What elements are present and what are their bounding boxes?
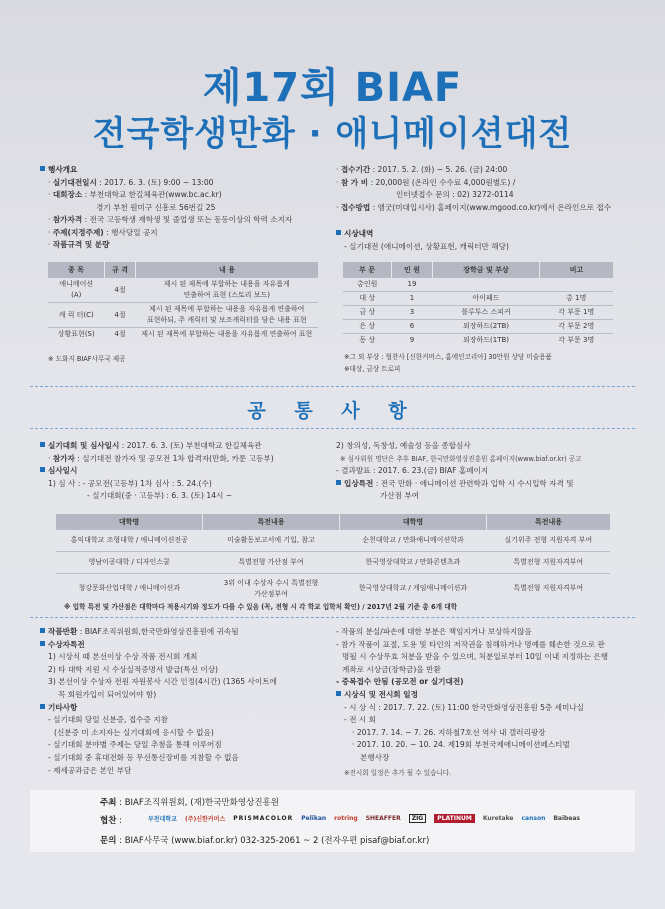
exhibition-line: · 2017. 10. 20. ~ 10. 24. 제19회 부천국제애니메이션페스티벌: [352, 740, 570, 750]
table-cell: 금 상: [343, 306, 392, 320]
winner-benefits-heading: 수상자특전: [40, 639, 277, 652]
table-header: 특전내용: [203, 514, 340, 530]
ceremony-heading: 시상식 및 전시회 일정: [336, 689, 608, 702]
sponsor-logos: [148, 814, 580, 823]
table-row: [48, 303, 318, 328]
sponsor-logo: canson: [521, 815, 546, 822]
overview-spec-heading: · 작품규격 및 분량: [48, 240, 110, 249]
overview-heading: 행사개요: [40, 164, 292, 177]
table-cell: 영남이공대학 / 디자인스쿨: [56, 552, 203, 574]
misc-right: [336, 626, 608, 779]
benefit-line: 입상특전 : 전국 만화 · 애니메이션 관련학과 입학 시 수시입학 자격 및: [336, 478, 582, 491]
judging-participants: · 참가자 : 실기대전 참가자 및 공모전 1차 합격자(만화, 카툰 고등부): [48, 453, 274, 463]
table-cell: 4절: [105, 303, 136, 328]
other-item-1: - 실기대회 당일 신분증, 접수증 지참: [48, 715, 168, 725]
table-cell: 홍익대학교 조형대학 / 애니메이션전공: [56, 530, 203, 552]
awards-desc: - 실기대전 (애니메이션, 상황표현, 캐릭터만 해당): [344, 241, 509, 251]
prize-note-1: ※그 외 부상 : 협찬사 [신한커머스, 홈에인코리아] 30만원 상당 미술용품: [344, 353, 552, 361]
square-bullet-icon: [336, 691, 341, 696]
table-cell: 총 1명: [540, 292, 614, 306]
judging-info: [40, 440, 274, 503]
table-header: 특전내용: [487, 514, 611, 530]
prize-table: [343, 262, 613, 347]
square-bullet-icon: [336, 230, 341, 235]
table-cell: 3: [392, 306, 433, 320]
table-row: [56, 514, 610, 530]
table-cell: 제시 된 제목에 부합하는 내용을 자유롭게 연출하여 표현: [136, 328, 319, 342]
table-cell: 제시 된 제목에 부합하는 내용을 자유롭게 연출하여 표현하되, 주 캐릭터 및 보조캐릭터를 담은 내용 표현: [136, 303, 319, 328]
table-cell: 실기위주 전형 지원자격 부여: [487, 530, 611, 552]
table-cell: 외장하드(1TB): [433, 334, 540, 348]
exhibition-line: · 2017. 7. 14. ~ 7. 26. 지하철7호선 역사 내 갤러리광장: [352, 727, 546, 737]
exhibition-note: ※전시회 일정은 추가 될 수 있습니다.: [344, 768, 452, 777]
square-bullet-icon: [40, 628, 45, 633]
table-cell: 1: [392, 292, 433, 306]
table-cell: 각 부문 3명: [540, 334, 614, 348]
sponsor-logo: PLATINUM: [434, 814, 475, 823]
sponsor-logo: (주)신한커머스: [184, 816, 226, 823]
table-cell: 한국영상대학교 / 만화콘텐츠과: [340, 552, 487, 574]
table-cell: 순천대학교 / 만화애니메이션학과: [340, 530, 487, 552]
footer-contact: 문의 : BIAF사무국 (www.biaf.or.kr) 032-325-2061 ~ 2 (전자우편 pisaf@biaf.or.kr): [100, 836, 430, 846]
table-row: [343, 334, 613, 348]
table-row: [48, 328, 318, 342]
judging-criteria: [336, 440, 582, 503]
table-header: 종 목: [48, 262, 105, 278]
table-cell: 은 상: [343, 320, 392, 334]
table-cell: 외장하드(2TB): [433, 320, 540, 334]
other-item-3: - 실기대회 중 휴대전화 등 무선통신장비를 지참할 수 없음: [48, 752, 239, 762]
table-cell: 블루투스 스피커: [433, 306, 540, 320]
overview-address: 경기 부천 원미구 신흥로 56번길 25: [96, 202, 216, 212]
table-header: 장학금 및 부상: [433, 262, 540, 278]
reg-method: · 접수방법 : 엠굿(미대입시사) 홈페이지(www.mgood.co.kr)에서 온라인으로 접수: [336, 202, 612, 212]
university-note: ※ 입학 특전 및 가산점은 대학마다 적용시기와 정도가 다를 수 있음 (꼭, 전형 시 각 학교 입학처 확인) / 2017년 2월 기준 총 6개 대학: [64, 603, 457, 611]
table-header: 규 격: [105, 262, 136, 278]
poster-title-line1: 제17회 BIAF: [202, 65, 463, 111]
other-item-4: - 제세공과금은 본인 부담: [48, 765, 132, 775]
table-header: 대학명: [56, 514, 203, 530]
sponsor-logo: Baibeas: [553, 815, 581, 822]
table-cell: 9: [392, 334, 433, 348]
table-row: [343, 262, 613, 278]
table-row: [56, 574, 610, 604]
table-row: [56, 552, 610, 574]
table-cell: 아이패드: [433, 292, 540, 306]
sponsor-logo: PRISMACOLOR: [233, 815, 294, 822]
section-divider: [30, 386, 635, 387]
exhibition-heading: - 전 시 회: [344, 715, 376, 725]
misc-line: 계좌로 시상금(장학금)을 반환: [342, 664, 441, 674]
table-cell: [540, 278, 614, 292]
judging-date: 실기대회 및 심사일시 : 2017. 6. 3. (토) 부천대학교 한길체육관: [40, 440, 274, 453]
footer-sponsor-label: 협찬 :: [100, 816, 123, 826]
table-header: 부 문: [343, 262, 392, 278]
sponsor-logo: rotring: [334, 815, 358, 822]
misc-line: - 중복접수 안됨 (공모전 or 실기대전): [336, 677, 464, 687]
table-cell: 대 상: [343, 292, 392, 306]
sponsor-logo: ZIG: [409, 814, 427, 823]
square-bullet-icon: [336, 480, 341, 485]
registration-info: [336, 164, 611, 253]
table-cell: [433, 278, 540, 292]
table-cell: 3위 이내 수상자 수시 특별전형 가산점부여: [203, 574, 340, 604]
square-bullet-icon: [40, 442, 45, 447]
winner-benefit-2: 2) 타 대학 지원 시 수상실적증명서 발급(특선 이상): [48, 664, 218, 674]
judging-criteria-text: 2) 창의성, 독창성, 예술성 등을 종합심사: [336, 441, 471, 450]
table-row: [343, 306, 613, 320]
section-divider: [30, 617, 635, 618]
table-cell: 동 상: [343, 334, 392, 348]
footer-host: 주최 : BIAF조직위원회, (재)한국만화영상진흥원: [100, 798, 279, 808]
footer: [30, 790, 635, 852]
work-return: 작품반환 : BIAF조직위원회,한국만화영상진흥원에 귀속됨: [40, 626, 277, 639]
table-header: 비고: [540, 262, 614, 278]
judging-schedule-heading: 심사일시: [40, 465, 274, 478]
table-cell: 특별전형 가산점 부여: [203, 552, 340, 574]
judging-schedule-2: - 실기대회(중 · 고등부) : 6. 3. (토) 14시 ~: [87, 491, 233, 500]
square-bullet-icon: [40, 641, 45, 646]
table-cell: 6: [392, 320, 433, 334]
result-date: - 결과발표 : 2017. 6. 23.(금) BIAF 홈페이지: [336, 466, 489, 475]
exhibition-line: 본행사장: [360, 752, 390, 762]
other-heading: 기타사항: [40, 702, 277, 715]
table-cell: 상황표현(S): [48, 328, 105, 342]
table-cell: 특별전형 지원자격부여: [487, 574, 611, 604]
table-row: [343, 292, 613, 306]
table-cell: 캐 릭 터(C): [48, 303, 105, 328]
misc-left: [40, 626, 277, 777]
table-cell: 4절: [105, 328, 136, 342]
overview-topic: · 주제(지정주제) : 행사당일 공지: [48, 227, 158, 237]
reg-period: · 접수기간 : 2017. 5. 2. (화) ~ 5. 26. (금) 24:00: [336, 165, 508, 174]
paper-note: ※ 도화지 BIAF사무국 제공: [48, 355, 126, 363]
square-bullet-icon: [40, 467, 45, 472]
sponsor-logo: Kuretake: [482, 815, 514, 822]
table-cell: 청강문화산업대학 / 애니메이션과: [56, 574, 203, 604]
square-bullet-icon: [40, 166, 45, 171]
misc-line: 명될 시 수상무효 처분을 받을 수 있으며, 처분일로부터 10일 이내 지정하는 은행: [342, 652, 609, 662]
table-cell: 19: [392, 278, 433, 292]
other-item-1b: (신분증 미 소지자는 실기대회에 응시할 수 없음): [54, 727, 214, 737]
table-cell: 4절: [105, 278, 136, 303]
square-bullet-icon: [40, 704, 45, 709]
university-table: [56, 514, 610, 604]
overview-venue: · 대회장소 : 부천대학교 한길체육관(www.bc.ac.kr): [48, 190, 222, 199]
table-row: [343, 278, 613, 292]
table-cell: 특별전형 지원자격부여: [487, 552, 611, 574]
spec-table: [48, 262, 318, 341]
winner-benefit-3b: 꼭 회원가입이 되어있어야 함): [58, 689, 157, 699]
table-header: 대학명: [340, 514, 487, 530]
sponsor-logo: Pelikan: [301, 815, 327, 822]
judging-schedule-1: 1) 심 사 : - 공모전(고등부) 1차 심사 : 5. 24.(수): [48, 478, 212, 488]
event-overview: [40, 164, 292, 252]
sponsor-logo: SHEAFFER: [365, 815, 401, 822]
table-row: [56, 530, 610, 552]
reg-inquiry: 인터넷접수 문의 : 02) 3272-0114: [396, 190, 514, 199]
table-row: [343, 320, 613, 334]
benefit-line-2: 가산점 부여: [380, 491, 420, 500]
awards-heading: 시상내역: [336, 228, 611, 241]
table-cell: 애니메이션 (A): [48, 278, 105, 303]
judges-note: ※ 심사위원 명단은 추후 BIAF, 한국만화영상진흥원 홈페이지(www.biaf.or.kr) 공고: [340, 454, 582, 463]
table-cell: 총인원: [343, 278, 392, 292]
table-header: 내 용: [136, 262, 319, 278]
misc-line: - 참가 작품이 표절, 도용 및 타인의 저작권을 침해하거나 명예를 훼손한 것으로 판: [336, 639, 605, 649]
table-cell: 미술활동보고서에 기입, 참고: [203, 530, 340, 552]
table-cell: 제시 된 제목에 부합하는 내용을 자유롭게 연출하여 표현 (스토리 보드): [136, 278, 319, 303]
overview-eligibility: · 참가자격 : 전국 고등학생 재학생 및 졸업생 또는 동등이상의 학력 소지자: [48, 215, 293, 224]
winner-benefit-3: 3) 본선이상 수상자 전원 자원봉사 시간 인정(4시간) (1365 사이트에: [48, 677, 277, 687]
overview-date: · 실기대전일시 : 2017. 6. 3. (토) 9:00 ~ 13:00: [48, 177, 214, 187]
poster-title-line2: 전국학생만화 · 애니메이션대전: [92, 114, 573, 154]
table-header: 인 원: [392, 262, 433, 278]
table-cell: 각 부문 1명: [540, 306, 614, 320]
misc-line: - 작품의 분실/파손에 대한 부분은 책임지거나 보상하지않음: [336, 627, 532, 636]
other-item-2: - 실기대회 분야별 주제는 당일 추첨을 통해 이루어짐: [48, 740, 222, 750]
common-section-title: 공 통 사 항: [247, 400, 418, 422]
table-cell: 한국영상대학교 / 게임애니메이션과: [340, 574, 487, 604]
winner-benefit-1: 1) 시상식 때 본선이상 수상 작품 전시회 개최: [48, 652, 198, 662]
table-row: [48, 262, 318, 278]
table-cell: 각 부문 2명: [540, 320, 614, 334]
section-divider: [30, 428, 635, 429]
ceremony-line: - 시 상 식 : 2017. 7. 22. (토) 11:00 한국만화영상진흥원 5층 세미나실: [344, 702, 585, 712]
table-row: [48, 278, 318, 303]
reg-fee: · 참 가 비 : 20,000원 (온라인 수수료 4,000원별도) /: [336, 177, 516, 187]
sponsor-logo: 부천대학교: [148, 816, 177, 823]
prize-note-2: ※대상, 금상 트로피: [344, 365, 401, 373]
